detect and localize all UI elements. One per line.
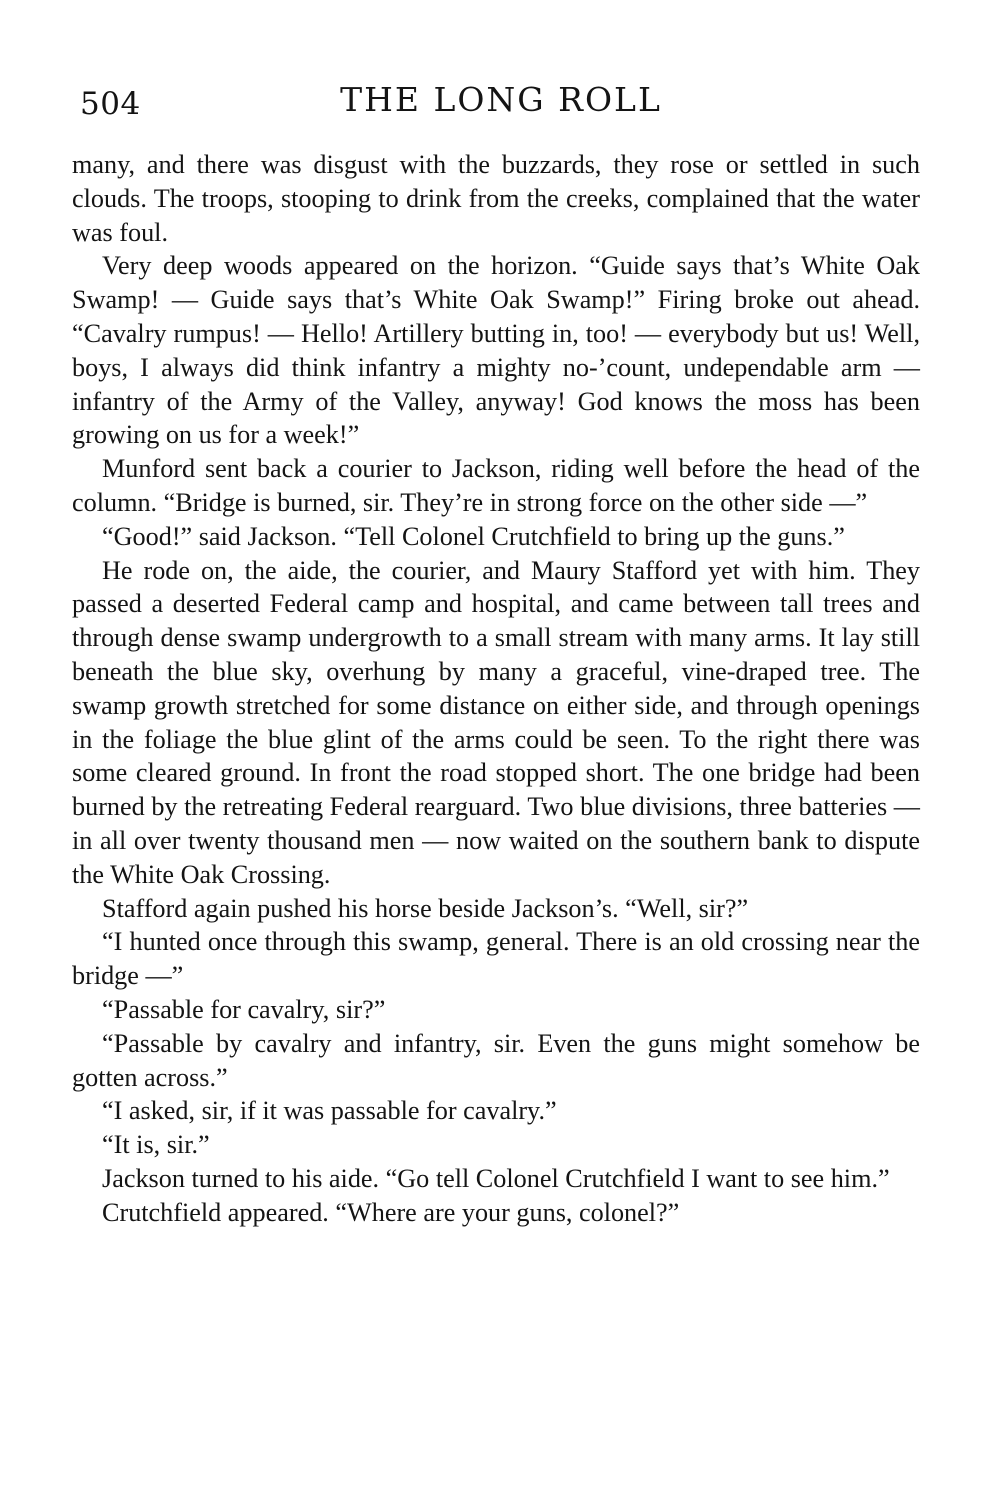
paragraph: “I asked, sir, if it was passable for cavalry.” xyxy=(102,1096,557,1126)
page-header xyxy=(80,80,922,124)
paragraph: Crutchfield appeared. “Where are your guns, colonel?” xyxy=(102,1197,680,1227)
paragraph: Munford sent back a courier to Jackson, riding well before the head of the column. “Bridge is burned, sir. They’re in strong force on the other side —” xyxy=(72,454,920,517)
paragraph: “Good!” said Jackson. “Tell Colonel Crutchfield to bring up the guns.” xyxy=(102,521,845,551)
paragraph: Stafford again pushed his horse beside Jackson’s. “Well, sir?” xyxy=(102,893,749,923)
paragraph: He rode on, the aide, the courier, and Maury Stafford yet with him. They passed a deserted Federal camp and hospital, and came between tall trees and through dense swamp undergrowth to a small stream with many arms. It lay still beneath the blue sky, overhung by many a graceful, vine-draped tree. The swamp growth stretched for some distance on either side, and through openings in the foliage the blue glint of the arms could be seen. To the right there was some cleared ground. In front the road stopped short. The one bridge had been burned by the retreating Federal rearguard. Two blue divisions, three batteries — in all over twenty thousand men — now waited on the southern bank to dispute the White Oak Crossing. xyxy=(72,555,920,889)
page-number: 504 xyxy=(80,86,141,122)
paragraph-continued: many, and there was disgust with the buzzards, they rose or settled in such clouds. The troops, stooping to drink from the creeks, complained that the water was foul. xyxy=(72,150,920,247)
running-title: THE LONG ROLL xyxy=(340,80,662,119)
paragraph: Jackson turned to his aide. “Go tell Colonel Crutchfield I want to see him.” xyxy=(102,1163,890,1193)
paragraph: “Passable by cavalry and infantry, sir. Even the guns might somehow be gotten across.” xyxy=(72,1028,920,1092)
paragraph: “Passable for cavalry, sir?” xyxy=(102,994,386,1024)
paragraph: “I hunted once through this swamp, general. There is an old crossing near the bridge —” xyxy=(72,927,920,991)
paragraph: Very deep woods appeared on the horizon. “Guide says that’s White Oak Swamp! — Guide says that’s White Oak Swamp!” Firing broke out ahead. “Cavalry rumpus! — Hello! Artillery butting in, too! — everybody but us! Well, boys, I always did think infantry a mighty no-’count, undependable arm — infantry of the Army of the Valley, anyway! God knows the moss has been growing on us for a week!” xyxy=(72,251,920,450)
body-text xyxy=(72,148,920,1230)
paragraph: “It is, sir.” xyxy=(102,1130,210,1160)
